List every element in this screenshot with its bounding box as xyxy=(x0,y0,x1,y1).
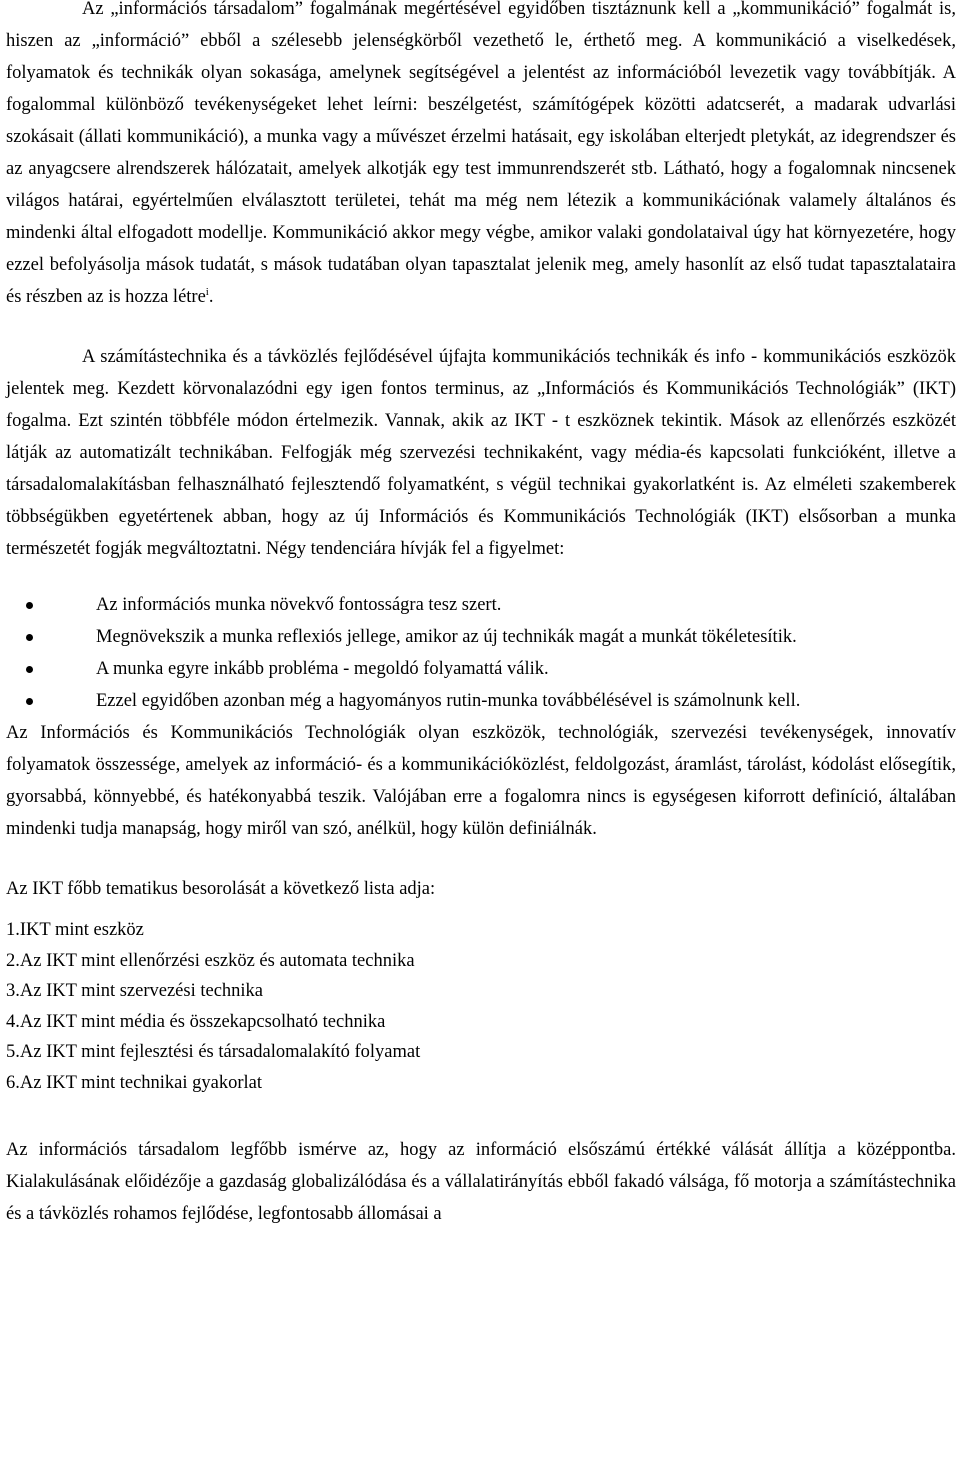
bullet-item xyxy=(6,653,956,685)
paragraph-ikt-intro: A számítástechnika és a távközlés fejlődésével újfajta kommunikációs technikák és info - kommunikációs eszközök jelentek meg. Kezdett körvonalazódni egy igen fontos terminus, az „Információs és Kommunikációs Technológiák” (IKT) fogalma. Ezt szintén többféle módon értelmezik. Vannak, akik az IKT - t eszköznek tekintik. Mások az ellenőrzés eszközét látják az automatizált technikában. Felfogják még szervezési technikaként, vagy média-és kapcsolati funkcióként, illetve a társadalomalakításban felhasználható fejlesztendő folyamatként, s végül technikai gyakorlatként is. Az elméleti szakemberek többségükben egyetértenek abban, hogy az új Információs és Kommunikációs Technológiák (IKT) elsősorban a munka természetét fogják megváltoztatni. Négy tendenciára hívják fel a figyelmet: xyxy=(6,347,956,559)
category-item: 1.IKT mint eszköz xyxy=(6,920,144,940)
paragraph-ikt-definition: Az Információs és Kommunikációs Technológiák olyan eszközök, technológiák, szervezési tevékenységek, innovatív folyamatok összessége, amelyek az információ- és a kommunikációközlést, feldolgozást, áramlást, tárolást, kódolást elősegítik, gyorsabbá, könnyebbé, és hatékonyabbá teszik. Valójában erre a fogalomra nincs is egységesen kiforrott definíció, általában mindenki tudja manapság, hogy miről van szó, anélkül, hogy külön definiálnák. xyxy=(6,723,956,839)
category-item: 4.Az IKT mint média és összekapcsolható technika xyxy=(6,1011,386,1032)
paragraph-communication xyxy=(6,0,956,313)
paragraph-information-society: Az információs társadalom legfőbb ismérve az, hogy az információ elsőszámú értékké válását állítja a középpontba. Kialakulásának előidézője a gazdaság globalizálódása és a vállalatirányítás ebből fakadó válsága, fő motorja a számítástechnika és a távközlés rohamos fejlődése, legfontosabb állomásai a xyxy=(6,1140,956,1224)
bullet-dot-icon xyxy=(26,666,33,673)
bullet-item xyxy=(6,589,956,621)
bullet-text: Ezzel egyidőben azonban még a hagyományos rutin-munka továbbélésével is számolnunk kell. xyxy=(96,691,801,711)
footnote-marker[interactable]: i xyxy=(205,285,209,298)
bullet-item xyxy=(6,685,956,717)
bullet-dot-icon xyxy=(26,634,33,641)
paragraph-communication-text: Az „információs társadalom” fogalmának megértésével egyidőben tisztáznunk kell a „kommunikáció” fogalmát is, hiszen az „információ” ebből a szélesebb jelenségkörből vezethető le, érthető meg. A kommunikáció a viselkedések, folyamatok és technikák olyan sokasága, amelynek segítségével a jelentést az információból levezetik vagy továbbítják. A fogalommal különböző tevékenységeket lehet leírni: beszélgetést, számítógépek közötti adatcserét, a madarak udvarlási szokásait (állati kommunikáció), a munka vagy a művészet érzelmi hatásait, egy iskolában elterjedt pletykát, az idegrendszer és az anyagcsere alrendszerek hálózatait, amelyek alkotják egy test immunrendszerét stb. Látható, hogy a fogalomnak nincsenek világos határai, egyértelműen elválasztott területei, tehát ma még nem létezik a kommunikációnak valamely általános és mindenki által elfogadott modellje. Kommunikáció akkor megy végbe, amikor valaki gondolataival úgy hat környezetére, hogy ezzel befolyásolja mások tudatát, s mások tudatában olyan tapasztalat jelenik meg, amely hasonlít az első tudat tapasztalataira és részben az is hozza létre xyxy=(6,0,956,307)
document-page xyxy=(6,0,956,1230)
bullet-dot-icon xyxy=(26,602,33,609)
category-item: 6.Az IKT mint technikai gyakorlat xyxy=(6,1072,263,1093)
category-item: 5.Az IKT mint fejlesztési és társadalomalakító folyamat xyxy=(6,1042,421,1062)
bullet-item xyxy=(6,621,956,653)
paragraph-communication-end: . xyxy=(208,287,214,307)
category-item: 2.Az IKT mint ellenőrzési eszköz és automata technika xyxy=(6,950,415,971)
tendency-bullet-list xyxy=(6,589,956,717)
list-intro: Az IKT főbb tematikus besorolását a következő lista adja: xyxy=(6,879,436,899)
bullet-text: Az információs munka növekvő fontosságra tesz szert. xyxy=(96,595,502,615)
category-item: 3.Az IKT mint szervezési technika xyxy=(6,981,264,1001)
bullet-dot-icon xyxy=(26,698,33,705)
ikt-category-list xyxy=(6,915,956,1098)
bullet-text: A munka egyre inkább probléma - megoldó folyamattá válik. xyxy=(96,659,549,679)
bullet-text: Megnövekszik a munka reflexiós jellege, amikor az új technikák magát a munkát tökéletesítik. xyxy=(96,627,797,647)
